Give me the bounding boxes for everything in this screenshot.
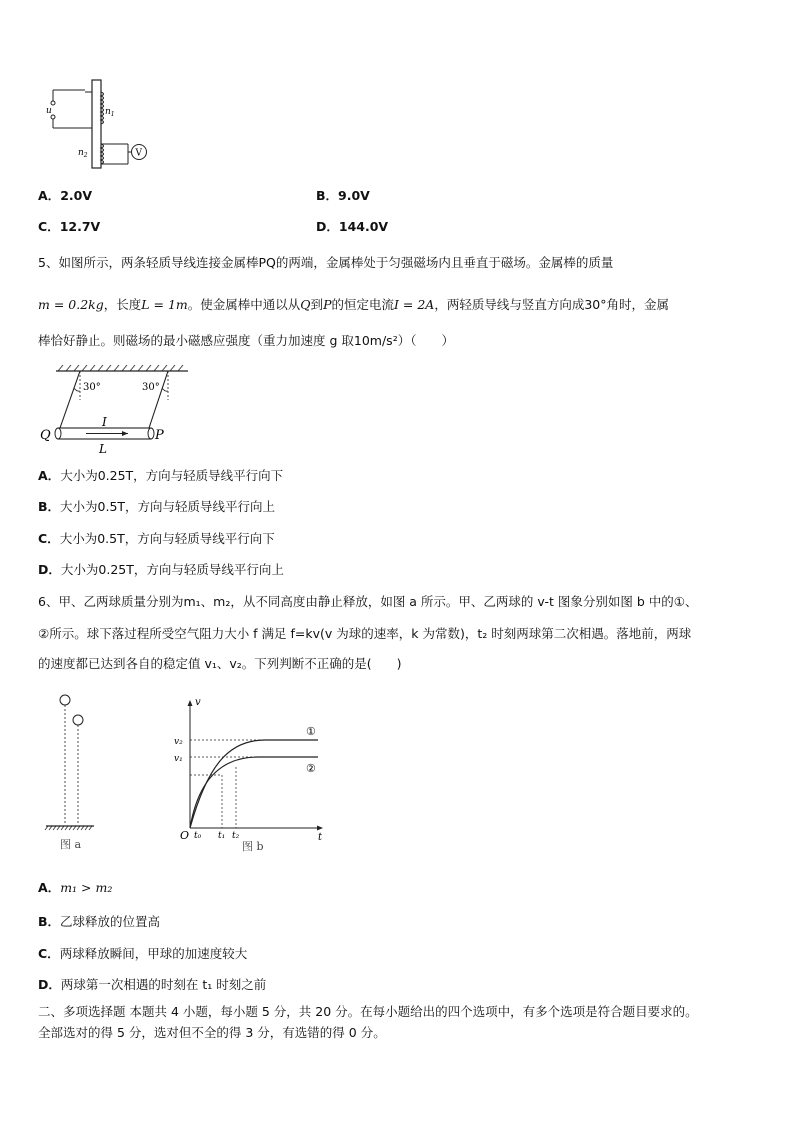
figure-a-caption: 图 a <box>60 838 82 851</box>
q4-option-c: C．12.7V <box>38 219 101 234</box>
q6-stem-line1: 6、甲、乙两球质量分别为m₁、m₂，从不同高度由静止释放，如图 a 所示。甲、乙两球的 v-t 图象分别如图 b 中的①、 <box>38 594 698 609</box>
figure-b-vt-graph <box>170 693 330 855</box>
transformer-figure <box>38 74 158 174</box>
label-v1: v₁ <box>174 754 183 764</box>
rod-label-q: Q <box>40 428 51 443</box>
q4-option-b: B．9.0V <box>316 188 370 203</box>
q6-stem-line3: 的速度都已达到各自的稳定值 v₁、v₂。下列判断不正确的是( ) <box>38 656 402 671</box>
q6-option-c: C．两球释放瞬间，甲球的加速度较大 <box>38 946 248 961</box>
fig-label-n2: $n_2$ <box>78 148 88 159</box>
curve-1-label: ① <box>306 725 316 738</box>
angle-right-label: 30° <box>142 382 160 393</box>
q6-stem-line2: ②所示。球下落过程所受空气阻力大小 f 满足 f=kv(v 为球的速率，k 为常数)，t₂ 时刻两球第二次相遇。落地前，两球 <box>38 626 692 641</box>
rod-label-i: I <box>102 415 107 429</box>
origin-label: O <box>180 829 190 842</box>
angle-left-label: 30° <box>83 382 101 393</box>
fig-label-n1: $n_1$ <box>105 107 115 118</box>
axis-v-label: v <box>195 697 201 708</box>
label-t0: t₀ <box>194 831 202 841</box>
q5-option-a: A．大小为0.25T，方向与轻质导线平行向下 <box>38 468 284 483</box>
q5-option-c: C．大小为0.5T，方向与轻质导线平行向下 <box>38 531 275 546</box>
label-t1: t₁ <box>218 831 226 841</box>
q5-option-b: B．大小为0.5T，方向与轻质导线平行向上 <box>38 499 276 514</box>
label-t2: t₂ <box>232 831 240 841</box>
rod-label-l: L <box>99 442 107 456</box>
axis-t-label: t <box>318 832 323 843</box>
curve-2-label: ② <box>306 762 316 775</box>
q5-stem-line1: 5、如图所示，两条轻质导线连接金属棒PQ的两端，金属棒处于匀强磁场内且垂直于磁场。金属棒的质量 <box>38 255 614 270</box>
q4-option-d: D．144.0V <box>316 219 389 234</box>
q5-stem-line2: m = 0.2kg，长度L = 1m。使金属棒中通以从Q到P的恒定电流I = 2A，两轻质导线与竖直方向成30°角时，金属 <box>38 297 670 312</box>
fig-label-u: u <box>46 106 52 116</box>
rod-label-p: P <box>155 428 164 443</box>
q6-option-b: B．乙球释放的位置高 <box>38 914 161 929</box>
figure-b-caption: 图 b <box>242 840 264 853</box>
section2-line2: 全部选对的得 5 分，选对但不全的得 3 分，有选错的得 0 分。 <box>38 1025 386 1040</box>
q5-stem-line3: 棒恰好静止。则磁场的最小磁感应强度（重力加速度 g 取10m/s²）（ ） <box>38 333 454 348</box>
q6-option-a: A．m₁ > m₂ <box>38 880 113 895</box>
q6-option-d: D．两球第一次相遇的时刻在 t₁ 时刻之前 <box>38 977 267 992</box>
q4-option-a: A．2.0V <box>38 188 93 203</box>
rod-figure <box>36 362 196 458</box>
q5-option-d: D．大小为0.25T，方向与轻质导线平行向上 <box>38 562 284 577</box>
figure-a <box>40 690 100 855</box>
label-v2: v₂ <box>174 737 183 747</box>
voltmeter-label: V <box>135 148 142 159</box>
section2-line1: 二、多项选择题 本题共 4 小题，每小题 5 分，共 20 分。在每小题给出的四个选项中，有多个选项是符合题目要求的。 <box>38 1004 698 1019</box>
